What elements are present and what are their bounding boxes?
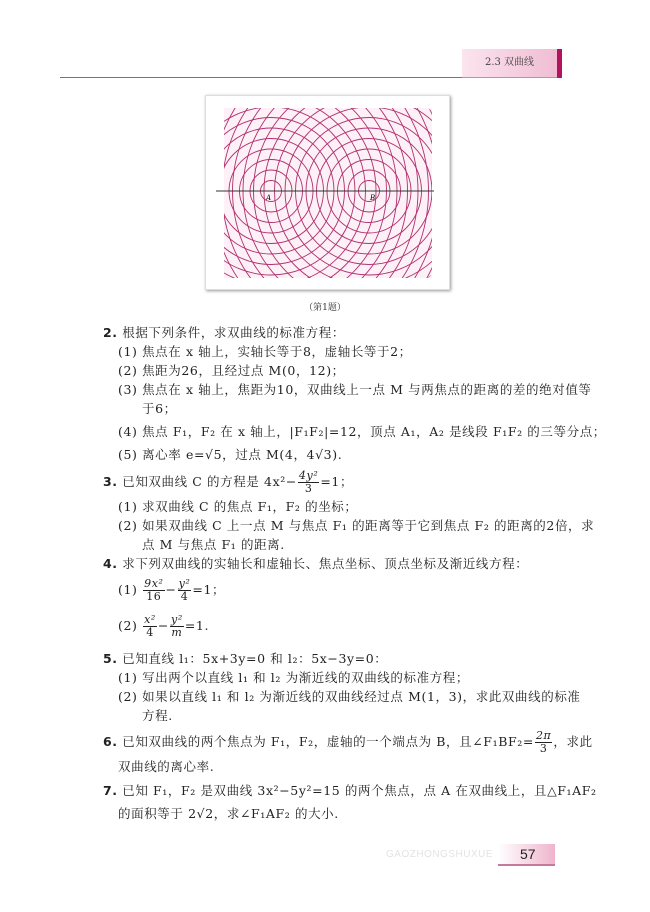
problem-3-item-2-cont: 点 M 与焦点 F₁ 的距离.	[142, 537, 285, 552]
problem-5-item-2-cont: 方程.	[142, 708, 173, 723]
problem-stem: 已知双曲线的两个焦点为 F₁，F₂，虚轴的一个端点为 B，且∠F₁BF₂=	[122, 734, 534, 749]
minus-sign: −	[157, 618, 169, 633]
figure-concentric-circles	[205, 95, 450, 290]
label-a: A	[266, 194, 272, 202]
problem-5-item-1: (1) 写出两个以直线 l₁ 和 l₂ 为渐近线的双曲线的标准方程；	[118, 670, 469, 685]
problem-2-item-1: (1) 焦点在 x 轴上，实轴长等于8，虚轴长等于2；	[118, 344, 412, 359]
problem-3-item-2: (2) 如果双曲线 C 上一点 M 与焦点 F₁ 的距离等于它到焦点 F₂ 的距离的2倍，求	[118, 518, 595, 533]
denominator: m	[171, 626, 183, 639]
denominator: 4	[180, 590, 189, 603]
problem-5	[103, 651, 387, 667]
item-label: (1)	[118, 582, 138, 597]
fraction	[170, 614, 184, 639]
numerator: 4y²	[298, 469, 319, 482]
equation-tail: =1.	[184, 618, 210, 633]
header-rule	[60, 77, 462, 78]
denominator: 3	[539, 742, 548, 755]
denominator: 16	[146, 590, 162, 603]
problem-stem-end: ，求此	[553, 734, 593, 749]
problem-stem: 根据下列条件，求双曲线的标准方程：	[122, 325, 345, 340]
denominator: 3	[304, 482, 313, 495]
problem-7-cont: 的面积等于 2√2，求∠F₁AF₂ 的大小.	[118, 806, 339, 821]
problem-2	[103, 325, 345, 341]
fraction	[143, 578, 164, 603]
problem-4-item-1	[118, 577, 226, 603]
problem-stem-end: =1；	[320, 474, 354, 489]
problem-2-item-4: (4) 焦点 F₁，F₂ 在 x 轴上，|F₁F₂|=12，顶点 A₁，A₂ 是线段 F₁F₂ 的三等分点；	[118, 424, 606, 439]
equation-tail: =1；	[192, 582, 226, 597]
label-b: B	[370, 194, 376, 202]
footer-watermark: GAOZHONGSHUXUE	[386, 849, 494, 860]
problem-stem: 已知直线 l₁：5x+3y=0 和 l₂：5x−3y=0：	[122, 651, 388, 666]
fraction	[143, 614, 157, 639]
problem-6	[103, 729, 593, 755]
denominator: 4	[146, 626, 154, 639]
fraction	[535, 730, 552, 755]
problem-6-cont: 双曲线的离心率.	[118, 759, 215, 774]
problem-number: 4.	[103, 556, 118, 571]
problem-stem: 求下列双曲线的实轴长和虚轴长、焦点坐标、顶点坐标及渐近线方程：	[122, 556, 529, 571]
numerator: y²	[171, 613, 183, 626]
problem-stem: 已知双曲线 C 的方程是 4x²−	[122, 474, 297, 489]
numerator: 2π	[535, 729, 552, 742]
figure-caption: （第1题）	[304, 303, 346, 313]
fraction	[178, 578, 192, 603]
problem-2-item-3-cont: 于6；	[142, 401, 177, 416]
problem-4-item-2	[118, 613, 210, 639]
numerator: 9x²	[144, 577, 164, 590]
problem-2-item-5: (5) 离心率 e=√5，过点 M(4，4√3).	[118, 447, 343, 462]
problem-2-item-2: (2) 焦距为26，且经过点 M(0，12)；	[118, 363, 345, 378]
problem-number: 2.	[103, 325, 118, 340]
circles-diagram	[206, 96, 449, 289]
problem-3	[103, 469, 354, 495]
minus-sign: −	[165, 582, 177, 597]
numerator: x²	[144, 613, 156, 626]
problem-5-item-2: (2) 如果以直线 l₁ 和 l₂ 为渐近线的双曲线经过点 M(1，3)，求此双曲线的标准	[118, 689, 581, 704]
header-accent-bar	[557, 49, 562, 78]
problem-number: 5.	[103, 651, 118, 666]
fraction	[298, 470, 319, 495]
problem-4	[103, 556, 528, 572]
item-label: (2)	[118, 618, 138, 633]
problem-number: 3.	[103, 474, 118, 489]
problem-number: 6.	[103, 734, 118, 749]
problem-2-item-3: (3) 焦点在 x 轴上，焦距为10，双曲线上一点 M 与两焦点的距离的差的绝对值等	[118, 382, 592, 397]
problem-stem: 已知 F₁，F₂ 是双曲线 3x²−5y²=15 的两个焦点，点 A 在双曲线上，且△F₁AF₂	[122, 783, 597, 798]
problem-3-item-1: (1) 求双曲线 C 的焦点 F₁，F₂ 的坐标；	[118, 499, 358, 514]
numerator: y²	[178, 577, 191, 590]
section-header: 2.3 双曲线	[462, 49, 557, 78]
problem-number: 7.	[103, 783, 118, 798]
page-number: 57	[520, 846, 536, 862]
problem-7	[103, 783, 597, 799]
